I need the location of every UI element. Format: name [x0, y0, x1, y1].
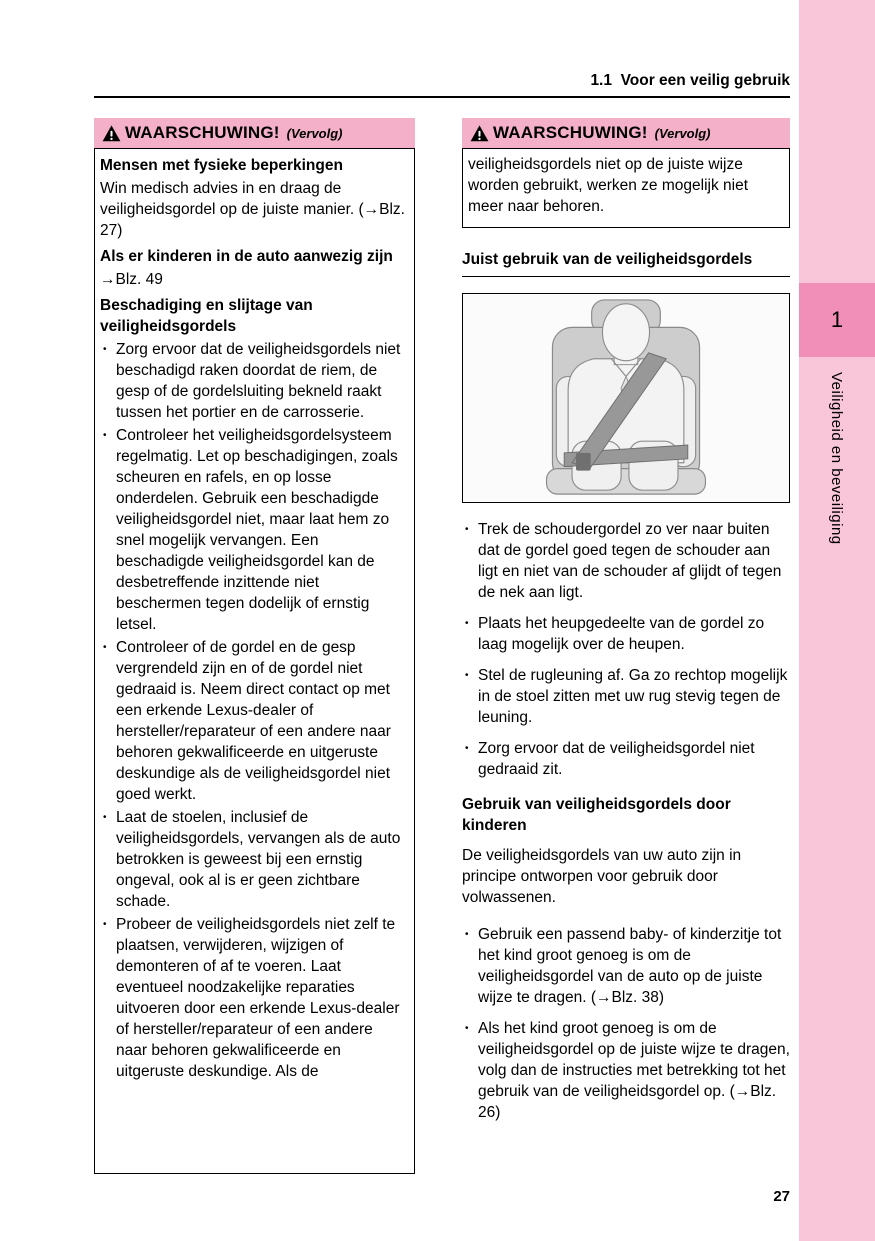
bullet-text: Zorg ervoor dat de veiligheidsgordel niet gedraaid zit.	[478, 740, 755, 778]
section-heading-correct-use: Juist gebruik van de veiligheidsgordels	[462, 249, 790, 277]
bullet-icon: •	[103, 430, 107, 441]
chapter-tab	[799, 283, 875, 357]
bullet-item	[462, 738, 790, 780]
bullet-text: Probeer de veiligheidsgordels niet zelf te plaatsen, verwijderen, wijzigen of demonteren of af te voeren. Laat eventueel noodzakelijke reparaties uitvoeren door een erkende Lexus-dealer of hersteller/reparateur of een andere naar behoren gekwalificeerde en uitgeruste deskundige. Als de	[116, 916, 400, 1080]
bullet-icon: •	[465, 524, 469, 535]
bullet-icon: •	[465, 1023, 469, 1034]
correct-use-bullets	[462, 519, 790, 780]
warning-body	[462, 148, 790, 228]
right-column	[462, 118, 790, 1123]
bullet-text: Gebruik een passend baby- of kinderzitje tot het kind groot genoeg is om de veiligheidsgordel van de auto op de juiste wijze te dragen. (→Blz. 38)	[478, 926, 782, 1006]
bullet-text: Laat de stoelen, inclusief de veiligheidsgordels, vervangen als de auto betrokken is geweest bij een ernstig ongeval, ook al is er geen zichtbare schade.	[116, 809, 401, 910]
bullet-item	[100, 637, 408, 805]
bullet-item	[462, 519, 790, 603]
bullet-icon: •	[465, 618, 469, 629]
bullet-icon: •	[465, 670, 469, 681]
bullet-text: Plaats het heupgedeelte van de gordel zo laag mogelijk over de heupen.	[478, 615, 765, 653]
warning-continuation-text: veiligheidsgordels niet op de juiste wijze worden gebruikt, werken ze mogelijk niet meer naar behoren.	[468, 156, 748, 215]
warning-title: WAARSCHUWING!	[493, 123, 648, 142]
bullet-item	[462, 665, 790, 728]
bullet-item	[462, 613, 790, 655]
bullet-item	[100, 339, 408, 423]
bullet-item	[100, 425, 408, 635]
chapter-number: 1	[830, 307, 844, 332]
bullet-text: Trek de schoudergordel zo ver naar buiten dat de gordel goed tegen de schouder aan ligt en niet van de schouder af glijdt of tegen de nek aan ligt.	[478, 521, 782, 601]
bullet-item	[100, 807, 408, 912]
bullet-icon: •	[465, 743, 469, 754]
bullet-icon: •	[103, 344, 107, 355]
section-header: 1.1 Voor een veilig gebruik	[590, 72, 790, 89]
subheading-physical-limitations: Mensen met fysieke beperkingen	[100, 157, 343, 174]
paragraph-see-page-49: →Blz. 49	[100, 271, 163, 288]
subheading-damage-wear: Beschadiging en slijtage van veiligheidsgordels	[100, 297, 313, 335]
warning-title: WAARSCHUWING!	[125, 123, 280, 142]
bullet-text: Controleer het veiligheidsgordelsysteem regelmatig. Let op beschadigingen, zoals scheuren en rafels, en op losse onderdelen. Gebruik een beschadigde veiligheidsgordel niet, maar laat hem zo snel mogelijk vervangen. Een beschadigde veiligheidsgordel kan de desbetreffende inzittende niet beschermen tegen dodelijk of ernstig letsel.	[116, 427, 398, 633]
warning-header	[462, 118, 790, 148]
warning-header	[94, 118, 415, 148]
warning-icon	[470, 125, 489, 142]
children-use-intro: De veiligheidsgordels van uw auto zijn in principe ontworpen voor gebruik door volwassenen.	[462, 847, 742, 906]
sidebar-chapter-title: Veiligheid en beveiliging	[828, 372, 845, 545]
chapter-sidebar	[799, 0, 875, 1241]
warning-body	[94, 148, 415, 1174]
children-use-bullets	[462, 924, 790, 1123]
warning-icon	[102, 125, 121, 142]
left-column	[94, 118, 415, 1174]
bullet-text: Stel de rugleuning af. Ga zo rechtop mogelijk in de stoel zitten met uw rug stevig tegen de leuning.	[478, 667, 788, 726]
bullet-icon: •	[103, 642, 107, 653]
bullet-item	[462, 924, 790, 1008]
bullet-text: Zorg ervoor dat de veiligheidsgordels niet beschadigd raken doordat de riem, de gesp of de gordelsluiting bekneld raakt tussen het portier en de carrosserie.	[116, 341, 401, 421]
warning-continued-label: (Vervolg)	[286, 125, 343, 141]
bullet-icon: •	[103, 812, 107, 823]
warning-continued-label: (Vervolg)	[654, 125, 711, 141]
paragraph-medical-advice: Win medisch advies in en draag de veiligheidsgordel op de juiste manier. (→Blz. 27)	[100, 180, 405, 239]
warning-box-left	[94, 118, 415, 1174]
bullet-item	[100, 914, 408, 1082]
warning-box-right	[462, 118, 790, 228]
bullet-item	[462, 1018, 790, 1123]
seatbelt-illustration	[465, 296, 787, 500]
bullet-text: Als het kind groot genoeg is om de veiligheidsgordel op de juiste wijze te dragen, volg dan de instructies met betrekking tot het gebruik van de veiligheidsgordel op. (→Blz. 26)	[478, 1020, 790, 1121]
seatbelt-figure	[462, 293, 790, 503]
subheading-children-present: Als er kinderen in de auto aanwezig zijn	[100, 248, 393, 265]
section-heading-children-use: Gebruik van veiligheidsgordels door kinderen	[462, 796, 731, 834]
header-rule	[94, 96, 790, 98]
bullet-icon: •	[103, 919, 107, 930]
bullet-text: Controleer of de gordel en de gesp vergrendeld zijn en of de gordel niet gedraaid is. Neem direct contact op met een erkende Lexus-dealer of hersteller/reparateur of een andere naar behoren gekwalificeerde en uitgeruste deskundige als de veiligheidsgordel niet goed werkt.	[116, 639, 391, 803]
page-number: 27	[773, 1188, 790, 1205]
bullet-icon: •	[465, 929, 469, 940]
